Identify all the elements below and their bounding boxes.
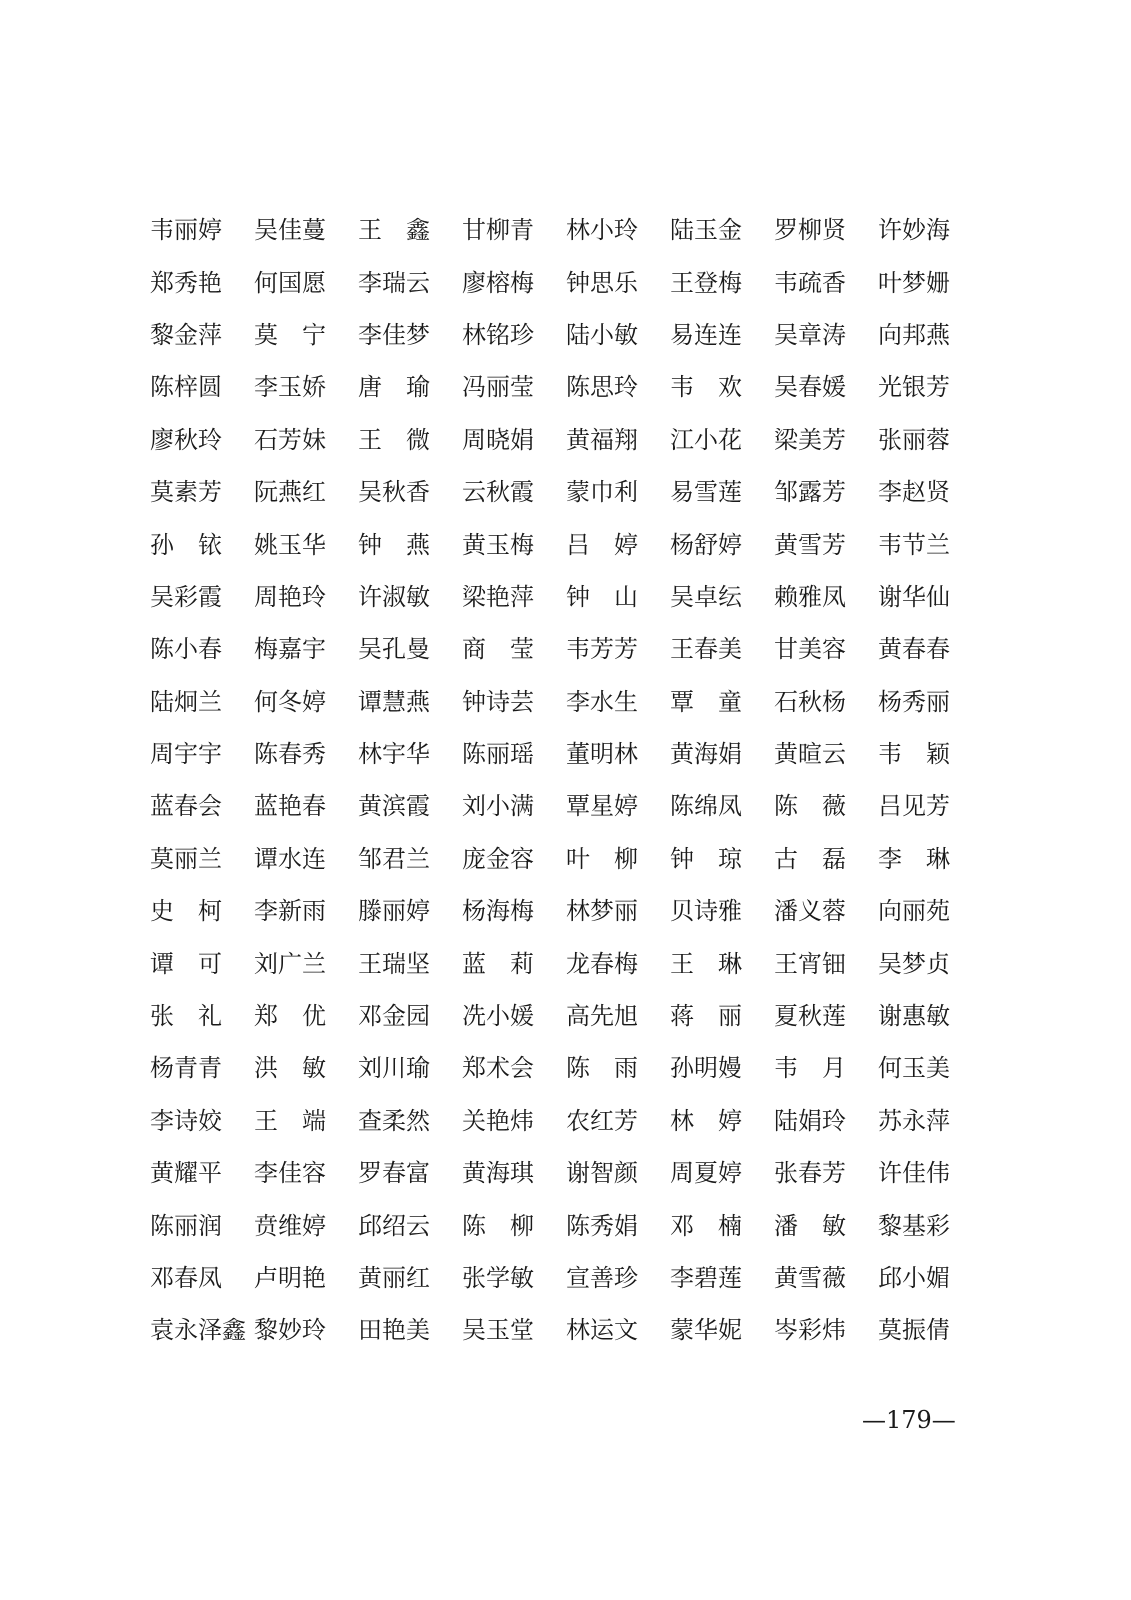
name-list — [150, 204, 980, 1357]
name-entry: 覃 童 — [670, 687, 742, 716]
name-entry: 李水生 — [566, 687, 638, 716]
name-entry: 甘美容 — [774, 635, 846, 664]
name-entry: 董明林 — [566, 740, 638, 769]
name-entry: 王 鑫 — [358, 216, 430, 245]
name-entry: 黄丽红 — [358, 1264, 430, 1292]
name-entry: 张春芳 — [774, 1159, 846, 1188]
name-entry: 莫素芳 — [150, 478, 222, 507]
name-entry: 陈 雨 — [566, 1054, 638, 1083]
name-entry: 陈丽瑶 — [462, 740, 534, 769]
name-row — [150, 885, 980, 937]
name-row — [150, 518, 980, 570]
name-entry: 孙明嫚 — [670, 1054, 742, 1083]
name-entry: 农红芳 — [566, 1106, 638, 1135]
name-entry: 韦 欢 — [670, 373, 742, 402]
name-entry: 梁美芳 — [774, 425, 846, 454]
name-entry: 林运文 — [566, 1316, 638, 1345]
name-entry: 陈秀娟 — [566, 1211, 638, 1240]
name-entry: 阮燕红 — [254, 478, 326, 507]
name-entry: 许妙海 — [878, 216, 950, 245]
name-entry: 李佳容 — [254, 1159, 326, 1188]
name-entry: 庞金容 — [462, 844, 534, 873]
name-entry: 王登梅 — [670, 268, 742, 297]
name-entry: 易雪莲 — [670, 478, 742, 507]
name-entry: 许佳伟 — [878, 1159, 950, 1188]
name-entry: 王 琳 — [670, 949, 742, 978]
name-entry: 易连连 — [670, 320, 742, 349]
name-entry: 吕 婷 — [566, 530, 638, 559]
name-entry: 林小玲 — [566, 216, 638, 245]
name-entry: 黄雪芳 — [774, 530, 846, 559]
name-entry: 韦节兰 — [878, 530, 950, 559]
name-entry: 邹君兰 — [358, 844, 430, 873]
name-row — [150, 728, 980, 780]
name-entry: 谢华仙 — [878, 582, 950, 611]
name-entry: 韦疏香 — [774, 268, 846, 297]
name-entry: 莫 宁 — [254, 320, 326, 349]
page-number: —179— — [862, 1406, 956, 1434]
name-entry: 黄滨霞 — [358, 792, 430, 821]
name-entry: 石秋杨 — [774, 687, 846, 716]
name-entry: 杨海梅 — [462, 897, 534, 926]
name-entry: 黄雪薇 — [774, 1264, 846, 1292]
name-entry: 廖榕梅 — [462, 268, 534, 297]
name-entry: 吴春媛 — [774, 373, 846, 402]
name-row — [150, 623, 980, 675]
name-entry: 黄福翔 — [566, 425, 638, 454]
name-entry: 陆娟玲 — [774, 1106, 846, 1135]
name-entry: 蓝 莉 — [462, 949, 534, 978]
name-entry: 商 莹 — [462, 635, 534, 664]
name-entry: 刘川瑜 — [358, 1054, 430, 1083]
name-entry: 何冬婷 — [254, 687, 326, 716]
name-entry: 卢明艳 — [254, 1264, 326, 1292]
name-entry: 莫振倩 — [878, 1316, 950, 1345]
name-entry: 蒋 丽 — [670, 1002, 742, 1031]
name-entry: 黄春春 — [878, 635, 950, 664]
name-entry: 叶梦姗 — [878, 268, 950, 297]
name-entry: 关艳炜 — [462, 1106, 534, 1135]
name-entry: 袁永泽鑫 — [150, 1316, 246, 1345]
name-entry: 吴彩霞 — [150, 582, 222, 611]
name-entry: 黄暄云 — [774, 740, 846, 769]
name-entry: 黎妙玲 — [254, 1316, 326, 1345]
name-row — [150, 780, 980, 832]
name-entry: 潘 敏 — [774, 1211, 846, 1240]
name-entry: 何玉美 — [878, 1054, 950, 1083]
name-entry: 吴章涛 — [774, 320, 846, 349]
name-entry: 周艳玲 — [254, 582, 326, 611]
name-entry: 杨青青 — [150, 1054, 222, 1083]
name-entry: 陈绵凤 — [670, 792, 742, 821]
name-row — [150, 676, 980, 728]
name-row — [150, 990, 980, 1042]
name-entry: 姚玉华 — [254, 530, 326, 559]
name-entry: 黄耀平 — [150, 1159, 222, 1188]
name-entry: 陈梓圆 — [150, 373, 222, 402]
name-entry: 廖秋玲 — [150, 425, 222, 454]
name-entry: 李碧莲 — [670, 1264, 742, 1292]
name-entry: 梅嘉宇 — [254, 635, 326, 664]
name-entry: 洪 敏 — [254, 1054, 326, 1083]
name-row — [150, 1252, 980, 1304]
name-row — [150, 571, 980, 623]
name-entry: 陈思玲 — [566, 373, 638, 402]
name-entry: 罗春富 — [358, 1159, 430, 1188]
name-entry: 王宵钿 — [774, 949, 846, 978]
name-entry: 叶 柳 — [566, 844, 638, 873]
name-entry: 王瑞坚 — [358, 949, 430, 978]
name-entry: 吴玉堂 — [462, 1316, 534, 1345]
name-entry: 钟 山 — [566, 582, 638, 611]
name-entry: 江小花 — [670, 425, 742, 454]
name-entry: 蒙巾利 — [566, 478, 638, 507]
name-entry: 查柔然 — [358, 1106, 430, 1135]
name-row — [150, 1199, 980, 1251]
name-entry: 周宇宇 — [150, 740, 222, 769]
name-entry: 陈小春 — [150, 635, 222, 664]
name-entry: 张丽蓉 — [878, 425, 950, 454]
name-entry: 钟诗芸 — [462, 687, 534, 716]
name-entry: 谭慧燕 — [358, 687, 430, 716]
name-entry: 古 磊 — [774, 844, 846, 873]
name-row — [150, 833, 980, 885]
name-entry: 陈丽润 — [150, 1211, 222, 1240]
name-row — [150, 1304, 980, 1356]
name-row — [150, 256, 980, 308]
name-entry: 蒙华妮 — [670, 1316, 742, 1345]
name-entry: 郑 优 — [254, 1002, 326, 1031]
name-entry: 钟 琼 — [670, 844, 742, 873]
name-entry: 田艳美 — [358, 1316, 430, 1345]
name-entry: 李 琳 — [878, 844, 950, 873]
name-entry: 冼小媛 — [462, 1002, 534, 1031]
name-entry: 李瑞云 — [358, 268, 430, 297]
name-entry: 吴孔曼 — [358, 635, 430, 664]
name-entry: 夏秋莲 — [774, 1002, 846, 1031]
name-entry: 韦 月 — [774, 1054, 846, 1083]
name-row — [150, 1147, 980, 1199]
name-entry: 孙 铱 — [150, 530, 222, 559]
name-entry: 王 微 — [358, 425, 430, 454]
name-entry: 云秋霞 — [462, 478, 534, 507]
name-entry: 谢惠敏 — [878, 1002, 950, 1031]
name-entry: 甘柳青 — [462, 216, 534, 245]
name-entry: 石芳妹 — [254, 425, 326, 454]
name-entry: 王 端 — [254, 1106, 326, 1135]
name-entry: 郑秀艳 — [150, 268, 222, 297]
name-entry: 郑术会 — [462, 1054, 534, 1083]
name-entry: 苏永萍 — [878, 1106, 950, 1135]
name-entry: 黎基彩 — [878, 1211, 950, 1240]
name-entry: 陈 柳 — [462, 1211, 534, 1240]
name-entry: 钟思乐 — [566, 268, 638, 297]
name-entry: 吴秋香 — [358, 478, 430, 507]
name-row — [150, 361, 980, 413]
name-entry: 邓春凤 — [150, 1264, 222, 1292]
name-entry: 周晓娟 — [462, 425, 534, 454]
name-entry: 梁艳萍 — [462, 582, 534, 611]
name-entry: 张学敏 — [462, 1264, 534, 1292]
name-entry: 谭水连 — [254, 844, 326, 873]
name-row — [150, 1042, 980, 1094]
name-entry: 杨舒婷 — [670, 530, 742, 559]
name-entry: 岑彩炜 — [774, 1316, 846, 1345]
name-entry: 宣善珍 — [566, 1264, 638, 1292]
name-row — [150, 937, 980, 989]
name-entry: 林 婷 — [670, 1106, 742, 1135]
name-entry: 林宇华 — [358, 740, 430, 769]
name-entry: 李玉娇 — [254, 373, 326, 402]
name-entry: 罗柳贤 — [774, 216, 846, 245]
name-entry: 李赵贤 — [878, 478, 950, 507]
name-entry: 钟 燕 — [358, 530, 430, 559]
name-entry: 林铭珍 — [462, 320, 534, 349]
name-row — [150, 414, 980, 466]
name-entry: 陈 薇 — [774, 792, 846, 821]
name-entry: 贝诗雅 — [670, 897, 742, 926]
name-entry: 刘广兰 — [254, 949, 326, 978]
name-entry: 潘义蓉 — [774, 897, 846, 926]
name-entry: 许淑敏 — [358, 582, 430, 611]
name-row — [150, 466, 980, 518]
name-entry: 覃星婷 — [566, 792, 638, 821]
name-row — [150, 204, 980, 256]
name-entry: 何国愿 — [254, 268, 326, 297]
name-entry: 谢智颜 — [566, 1159, 638, 1188]
name-entry: 高先旭 — [566, 1002, 638, 1031]
name-entry: 邓 楠 — [670, 1211, 742, 1240]
name-row — [150, 309, 980, 361]
name-entry: 吕见芳 — [878, 792, 950, 821]
name-entry: 黎金萍 — [150, 320, 222, 349]
name-entry: 蓝春会 — [150, 792, 222, 821]
name-entry: 李新雨 — [254, 897, 326, 926]
name-entry: 黄海琪 — [462, 1159, 534, 1188]
name-entry: 陆小敏 — [566, 320, 638, 349]
name-entry: 光银芳 — [878, 373, 950, 402]
name-entry: 邱小媚 — [878, 1264, 950, 1292]
name-entry: 邱绍云 — [358, 1211, 430, 1240]
name-entry: 贲维婷 — [254, 1211, 326, 1240]
name-entry: 张 礼 — [150, 1002, 222, 1031]
name-entry: 陈春秀 — [254, 740, 326, 769]
name-entry: 韦 颖 — [878, 740, 950, 769]
name-entry: 滕丽婷 — [358, 897, 430, 926]
name-entry: 杨秀丽 — [878, 687, 950, 716]
name-entry: 向邦燕 — [878, 320, 950, 349]
name-entry: 邓金园 — [358, 1002, 430, 1031]
name-entry: 周夏婷 — [670, 1159, 742, 1188]
name-entry: 林梦丽 — [566, 897, 638, 926]
name-entry: 赖雅凤 — [774, 582, 846, 611]
name-entry: 谭 可 — [150, 949, 222, 978]
name-entry: 邹露芳 — [774, 478, 846, 507]
name-row — [150, 1095, 980, 1147]
name-entry: 史 柯 — [150, 897, 222, 926]
name-entry: 向丽苑 — [878, 897, 950, 926]
name-entry: 吴梦贞 — [878, 949, 950, 978]
name-entry: 莫丽兰 — [150, 844, 222, 873]
name-entry: 蓝艳春 — [254, 792, 326, 821]
name-entry: 陆炯兰 — [150, 687, 222, 716]
name-entry: 冯丽莹 — [462, 373, 534, 402]
name-entry: 韦芳芳 — [566, 635, 638, 664]
name-entry: 刘小满 — [462, 792, 534, 821]
name-entry: 唐 瑜 — [358, 373, 430, 402]
name-entry: 李佳梦 — [358, 320, 430, 349]
name-entry: 吴卓纭 — [670, 582, 742, 611]
name-entry: 王春美 — [670, 635, 742, 664]
name-entry: 吴佳蔓 — [254, 216, 326, 245]
name-entry: 黄海娟 — [670, 740, 742, 769]
name-entry: 龙春梅 — [566, 949, 638, 978]
name-entry: 韦丽婷 — [150, 216, 222, 245]
name-entry: 黄玉梅 — [462, 530, 534, 559]
name-entry: 陆玉金 — [670, 216, 742, 245]
name-entry: 李诗姣 — [150, 1106, 222, 1135]
